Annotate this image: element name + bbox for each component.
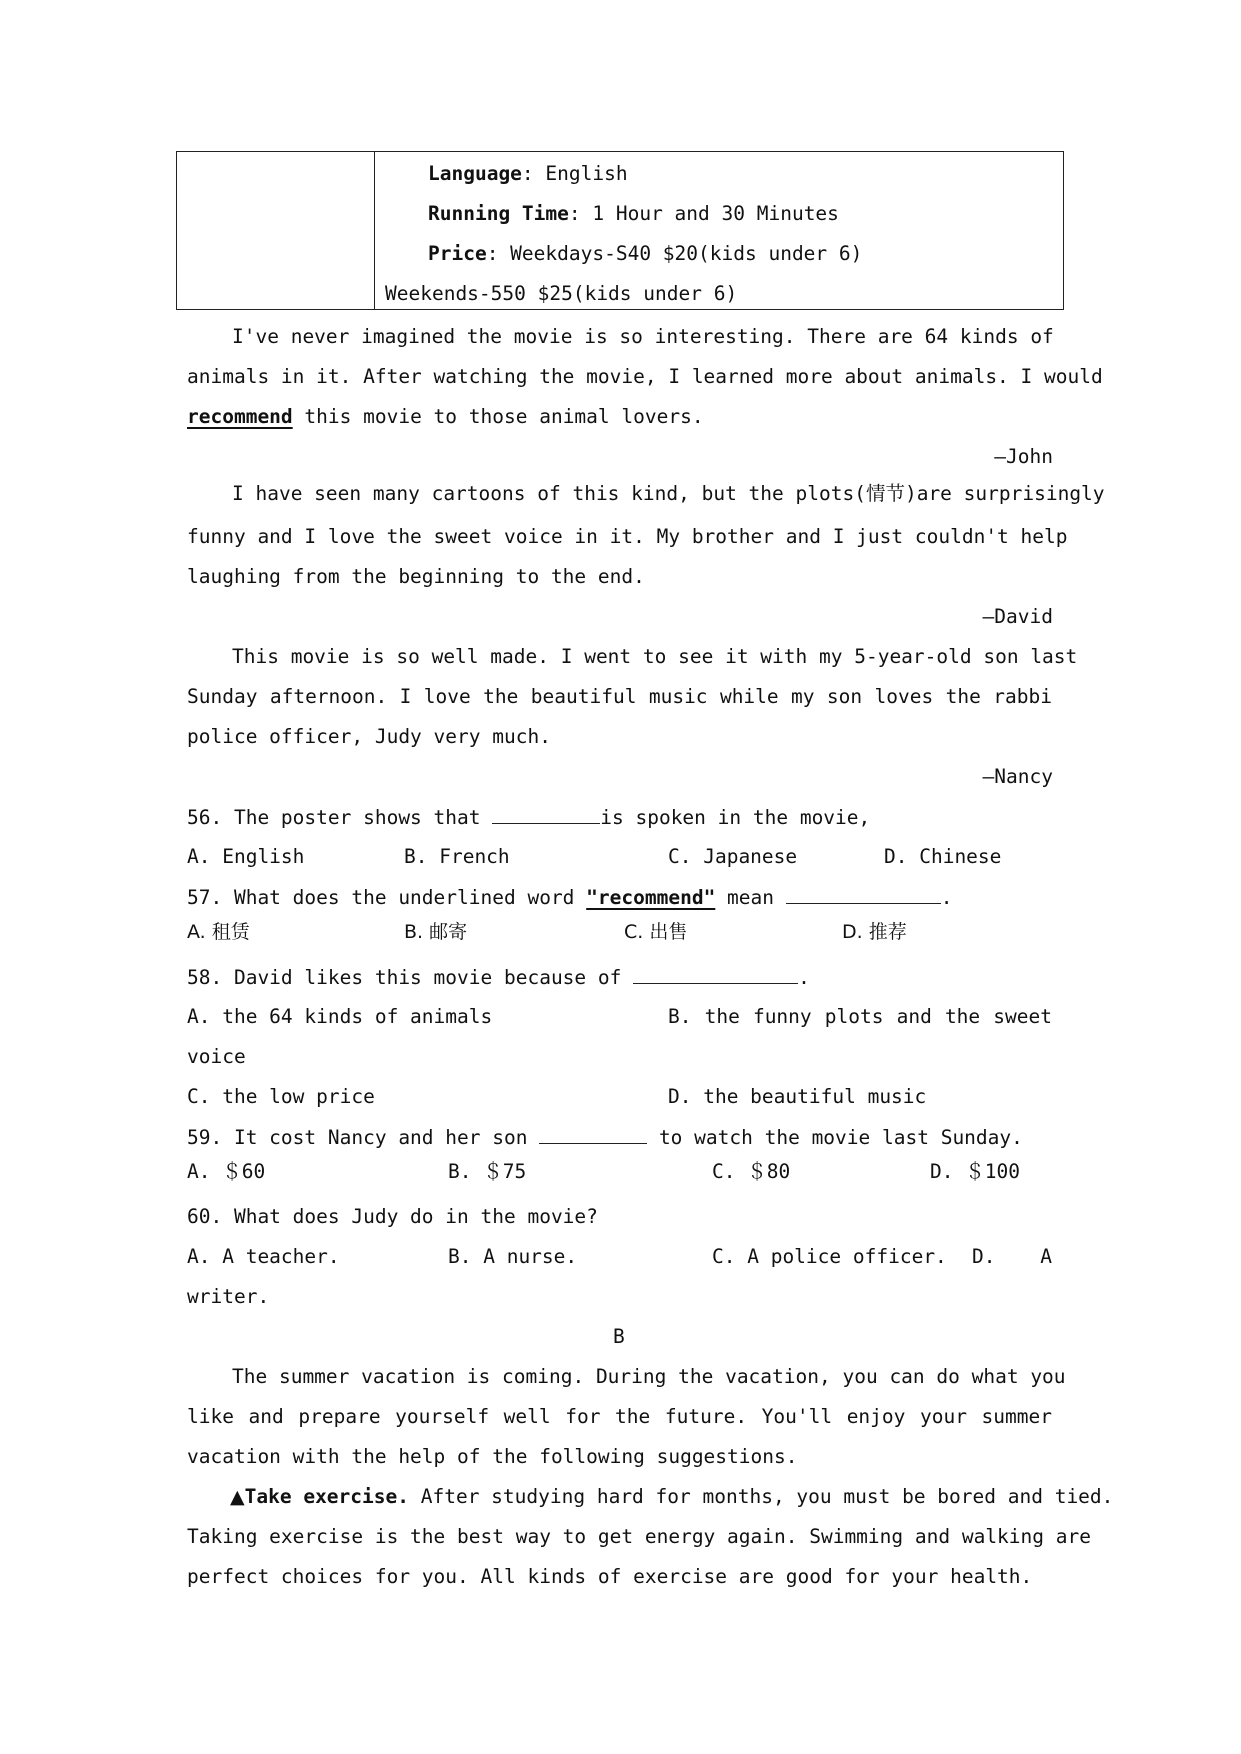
section-b-p1-line3: vacation with the help of the following suggestions. [187, 1445, 798, 1468]
question-56-stem-end: is spoken in the movie, [600, 806, 871, 829]
section-b-p2-line2: Taking exercise is the best way to get energy again. Swimming and walking are [187, 1525, 1091, 1548]
question-56-stem-start: 56. The poster shows that [187, 806, 493, 829]
question-57-stem-end: . [940, 886, 953, 909]
triangle-bullet-icon: ▲ [230, 1486, 245, 1508]
review-author-nancy: —Nancy [982, 765, 1053, 788]
q58-option-d: D. the beautiful music [668, 1085, 927, 1108]
question-57-stem-mid: mean [715, 886, 786, 909]
q60-option-d: D. A [972, 1245, 1052, 1268]
recommend-underlined-word: recommend [187, 405, 293, 428]
question-60-stem: 60. What does Judy do in the movie? [187, 1205, 598, 1228]
answer-blank-59 [539, 1125, 647, 1144]
section-b-p2-line3: perfect choices for you. All kinds of exercise are good for your health. [187, 1565, 1033, 1588]
q56-option-b: B. French [404, 845, 510, 868]
section-b-heading: B [613, 1325, 625, 1348]
question-58-stem-start: 58. David likes this movie because of [187, 966, 634, 989]
answer-blank-56 [492, 805, 600, 824]
price-value: : Weekdays-S40 $20(kids under 6) [486, 242, 863, 265]
review-david-line3: laughing from the beginning to the end. [187, 565, 645, 588]
section-b-p2-line1-rest: After studying hard for months, you must be bored and tied. [409, 1485, 1114, 1508]
review-john-line1: I've never imagined the movie is so interesting. There are 64 kinds of [232, 325, 1054, 348]
q59-option-b: B. ＄75 [448, 1160, 527, 1183]
q56-option-c: C. Japanese [668, 845, 798, 868]
question-57-stem-start: 57. What does the underlined word [187, 886, 587, 909]
q58-option-b: B. the funny plots and the sweet [668, 1005, 1052, 1028]
q59-option-a: A. ＄60 [187, 1160, 266, 1183]
q57-option-b: B. 邮寄 [404, 921, 468, 943]
take-exercise-title: Take exercise. [244, 1485, 409, 1508]
review-john-line3 [187, 405, 704, 429]
question-58-stem [187, 965, 810, 990]
question-57-stem [187, 885, 953, 910]
question-59-stem [187, 1125, 1023, 1150]
review-john-line2: animals in it. After watching the movie, I learned more about animals. I would [187, 365, 1103, 388]
question-59-stem-start: 59. It cost Nancy and her son [187, 1126, 540, 1149]
q57-option-a: A. 租赁 [187, 921, 250, 943]
review-john-line3-rest: this movie to those animal lovers. [292, 405, 704, 428]
weekends-price: Weekends-550 $25(kids under 6) [385, 282, 738, 305]
answer-blank-57 [786, 885, 941, 904]
price-row [428, 242, 862, 266]
review-nancy-line2: Sunday afternoon. I love the beautiful music while my son loves the rabbi [187, 685, 1052, 708]
q58-option-a: A. the 64 kinds of animals [187, 1005, 493, 1028]
q60-option-b: B. A nurse. [448, 1245, 578, 1268]
review-nancy-line1: This movie is so well made. I went to see it with my 5-year-old son last [232, 645, 1078, 668]
q58-option-b-continued: voice [187, 1045, 246, 1068]
q56-option-d: D. Chinese [884, 845, 1002, 868]
language-label: Language [428, 162, 522, 185]
q57-option-d: D. 推荐 [842, 921, 907, 943]
section-b-p1-line1: The summer vacation is coming. During the vacation, you can do what you [232, 1365, 1066, 1388]
section-b-p2-line1 [230, 1485, 1113, 1509]
review-nancy-line3: police officer, Judy very much. [187, 725, 551, 748]
q57-option-c: C. 出售 [624, 921, 688, 943]
q58-option-c: C. the low price [187, 1085, 375, 1108]
table-divider [374, 152, 375, 309]
question-57-word: "recommend" [586, 886, 716, 909]
q60-option-a: A. A teacher. [187, 1245, 340, 1268]
language-value: : English [521, 162, 628, 185]
section-b-p1-line2: like and prepare yourself well for the future. You'll enjoy your summer [187, 1405, 1052, 1428]
question-58-stem-end: . [798, 966, 810, 989]
q56-option-a: A. English [187, 845, 305, 868]
price-label: Price [428, 242, 487, 265]
running-time-row [428, 202, 839, 226]
review-author-john: —John [994, 445, 1053, 468]
review-david-line1: I have seen many cartoons of this kind, but the plots(情节)are surprisingly [232, 482, 1105, 505]
language-row [428, 162, 628, 186]
running-time-label: Running Time [428, 202, 569, 225]
q59-option-c: C. ＄80 [712, 1160, 791, 1183]
q59-option-d: D. ＄100 [930, 1160, 1020, 1183]
question-56-stem [187, 805, 870, 830]
answer-blank-58 [633, 965, 798, 984]
running-time-value: : 1 Hour and 30 Minutes [568, 202, 839, 225]
question-59-stem-end: to watch the movie last Sunday. [647, 1126, 1023, 1149]
q60-option-d-continued: writer. [187, 1285, 270, 1308]
q60-option-c: C. A police officer. [712, 1245, 947, 1268]
review-author-david: —David [982, 605, 1053, 628]
review-david-line2: funny and I love the sweet voice in it. My brother and I just couldn't help [187, 525, 1068, 548]
